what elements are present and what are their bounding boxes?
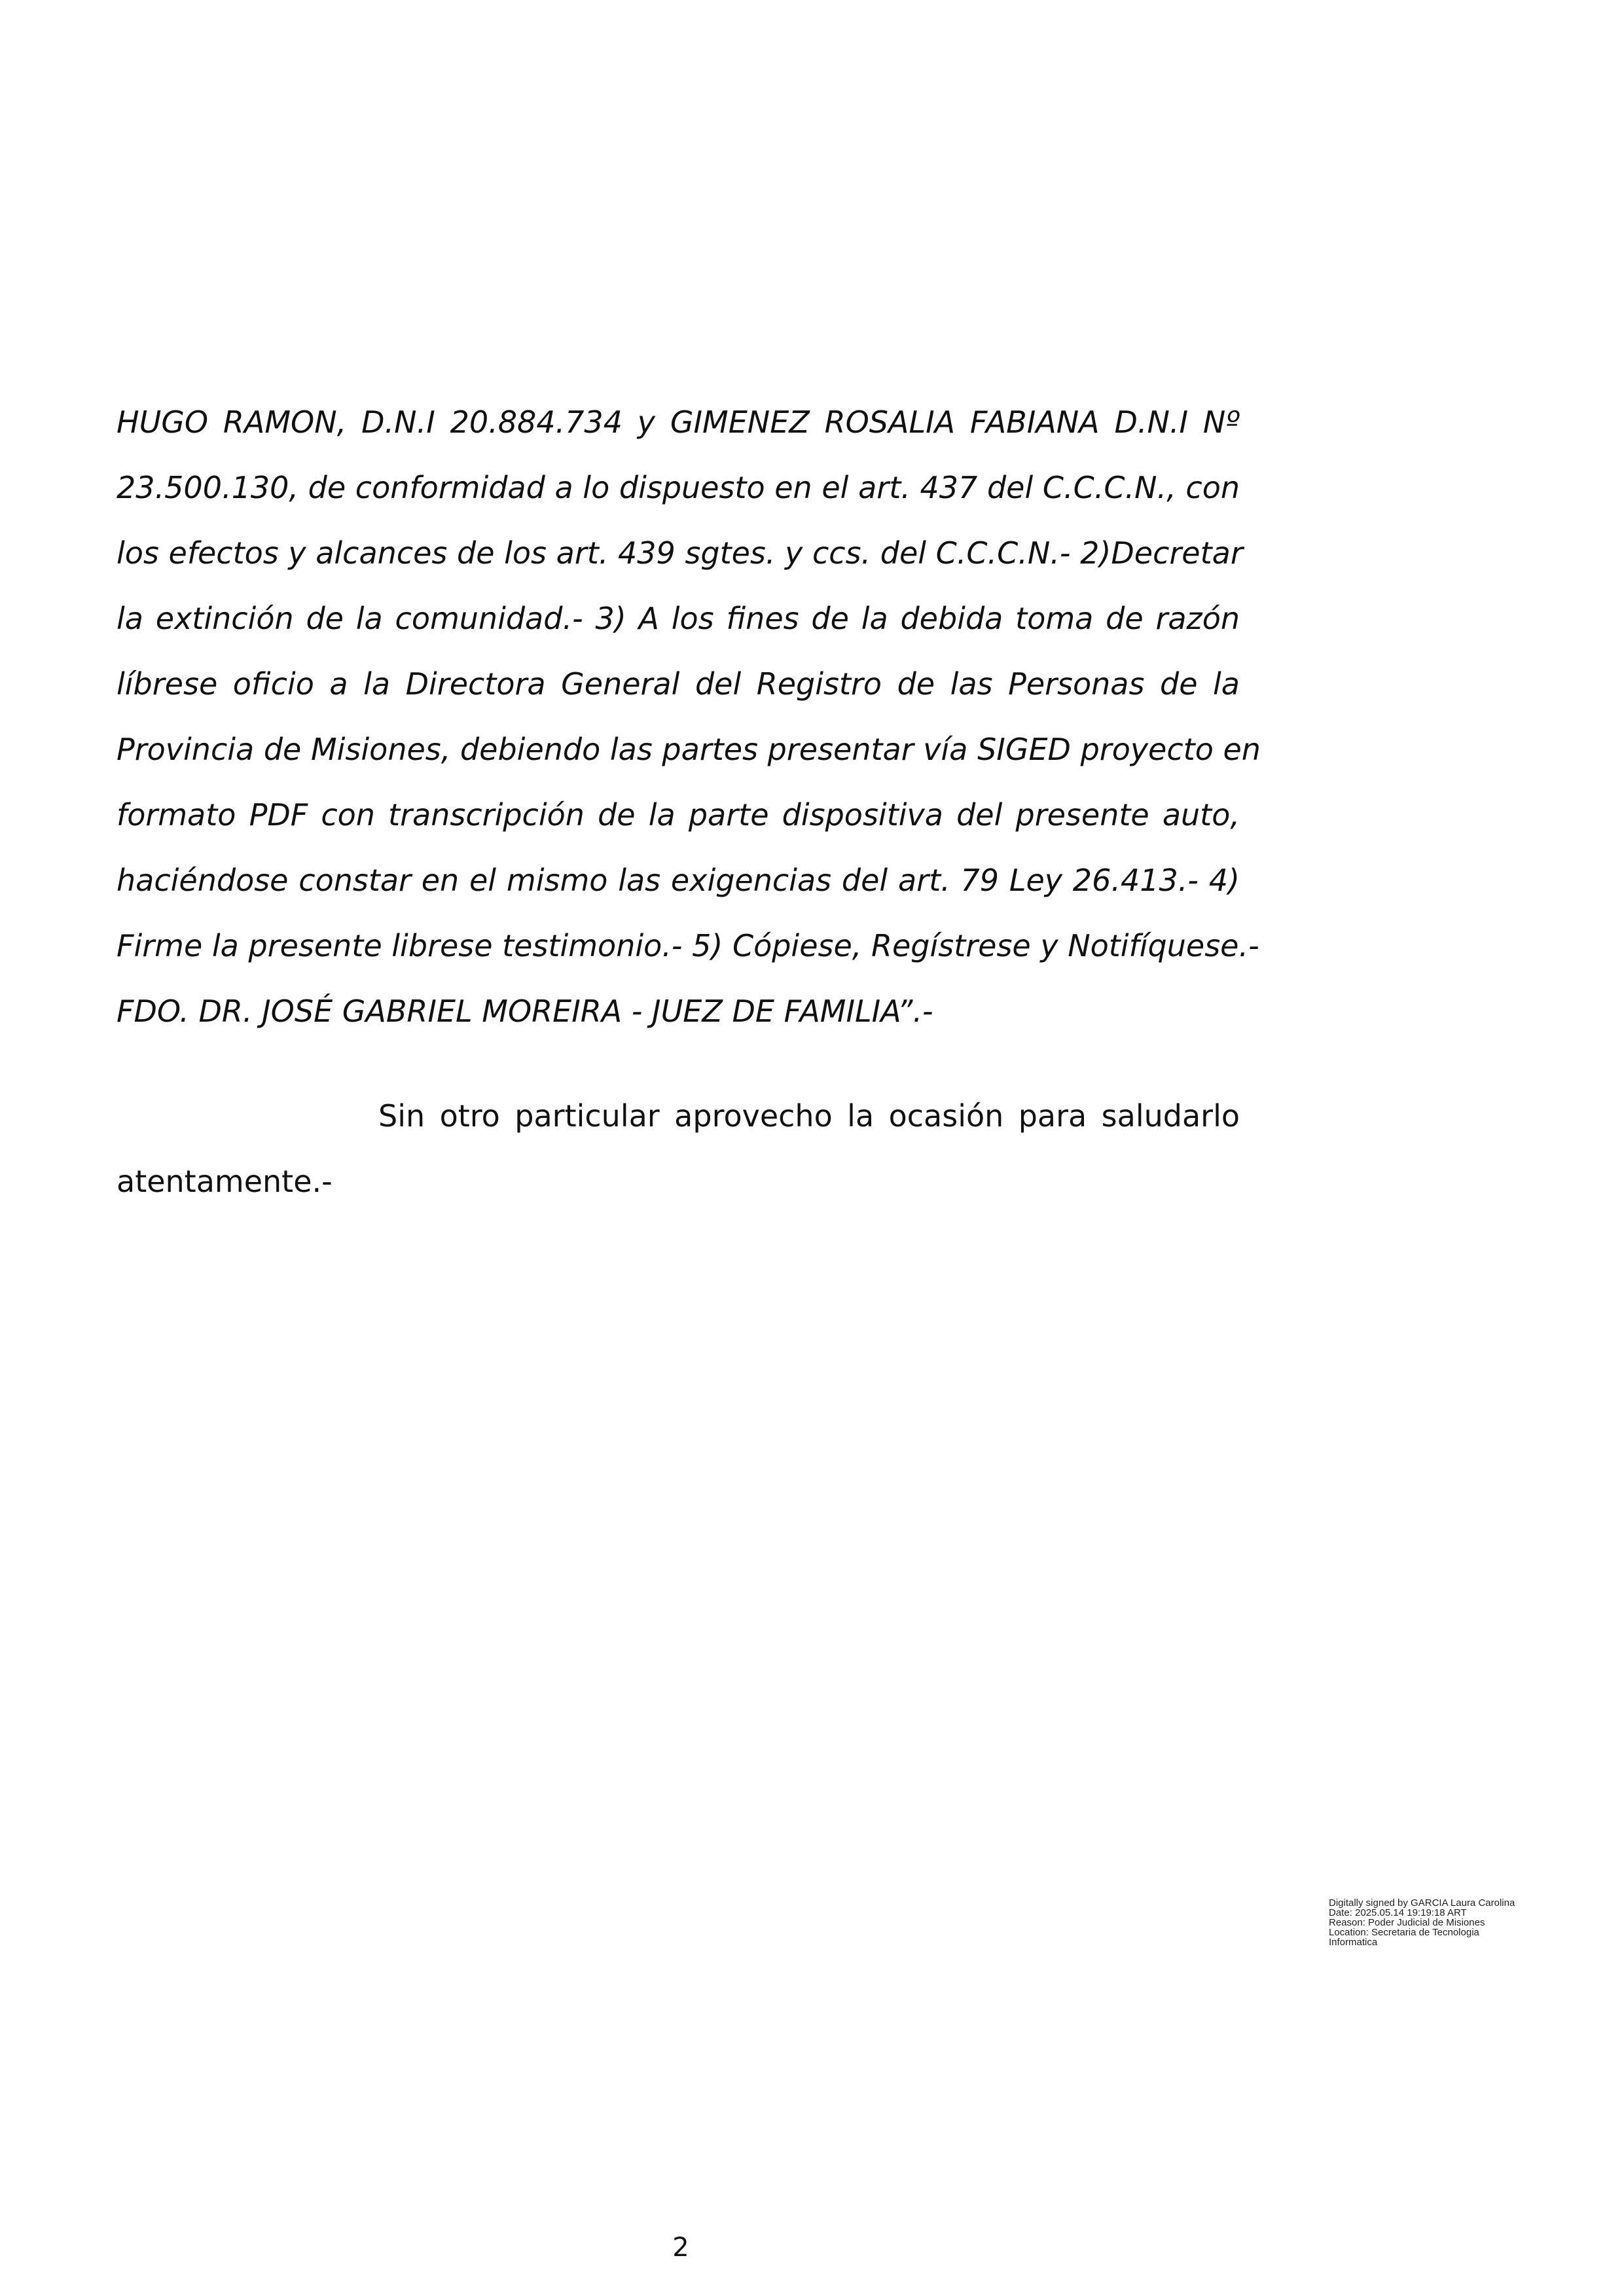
body-line: líbrese oficio a la Directora General del Registro de las Personas de la xyxy=(117,666,1240,702)
digital-signature-block xyxy=(1329,1898,1564,1947)
body-line: haciéndose constar en el mismo las exigencias del art. 79 Ley 26.413.- 4) xyxy=(117,863,1240,898)
page-number: 2 xyxy=(672,2233,689,2263)
body-line: la extinción de la comunidad.- 3) A los fines de la debida toma de razón xyxy=(117,601,1240,636)
signature-reason: Reason: Poder Judicial de Misiones xyxy=(1329,1917,1485,1928)
closing-line: atentamente.- xyxy=(117,1164,333,1199)
signature-location-cont: Informatica xyxy=(1329,1937,1378,1948)
signature-signed-by: Digitally signed by GARCIA Laura Carolina xyxy=(1329,1897,1515,1909)
body-line-signature: FDO. DR. JOSÉ GABRIEL MOREIRA - JUEZ DE FAMILIA”.- xyxy=(117,994,933,1029)
body-line: HUGO RAMON, D.N.I 20.884.734 y GIMENEZ ROSALIA FABIANA D.N.I Nº xyxy=(117,404,1240,440)
closing-line: Sin otro particular aprovecho la ocasión para saludarlo xyxy=(378,1098,1240,1134)
signature-date: Date: 2025.05.14 19:19:18 ART xyxy=(1329,1907,1467,1918)
body-line: Provincia de Misiones, debiendo las partes presentar vía SIGED proyecto en xyxy=(117,732,1261,767)
body-line: 23.500.130, de conformidad a lo dispuesto en el art. 437 del C.C.C.N., con xyxy=(117,470,1240,505)
body-line: formato PDF con transcripción de la parte dispositiva del presente auto, xyxy=(117,797,1240,833)
body-line: Firme la presente librese testimonio.- 5) Cópiese, Regístrese y Notifíquese.- xyxy=(117,928,1259,963)
signature-location: Location: Secretaria de Tecnologia xyxy=(1329,1927,1479,1938)
resolution-text xyxy=(117,389,1261,1044)
closing-paragraph xyxy=(117,1083,1240,1214)
body-line: los efectos y alcances de los art. 439 sgtes. y ccs. del C.C.C.N.- 2)Decretar xyxy=(117,535,1243,571)
